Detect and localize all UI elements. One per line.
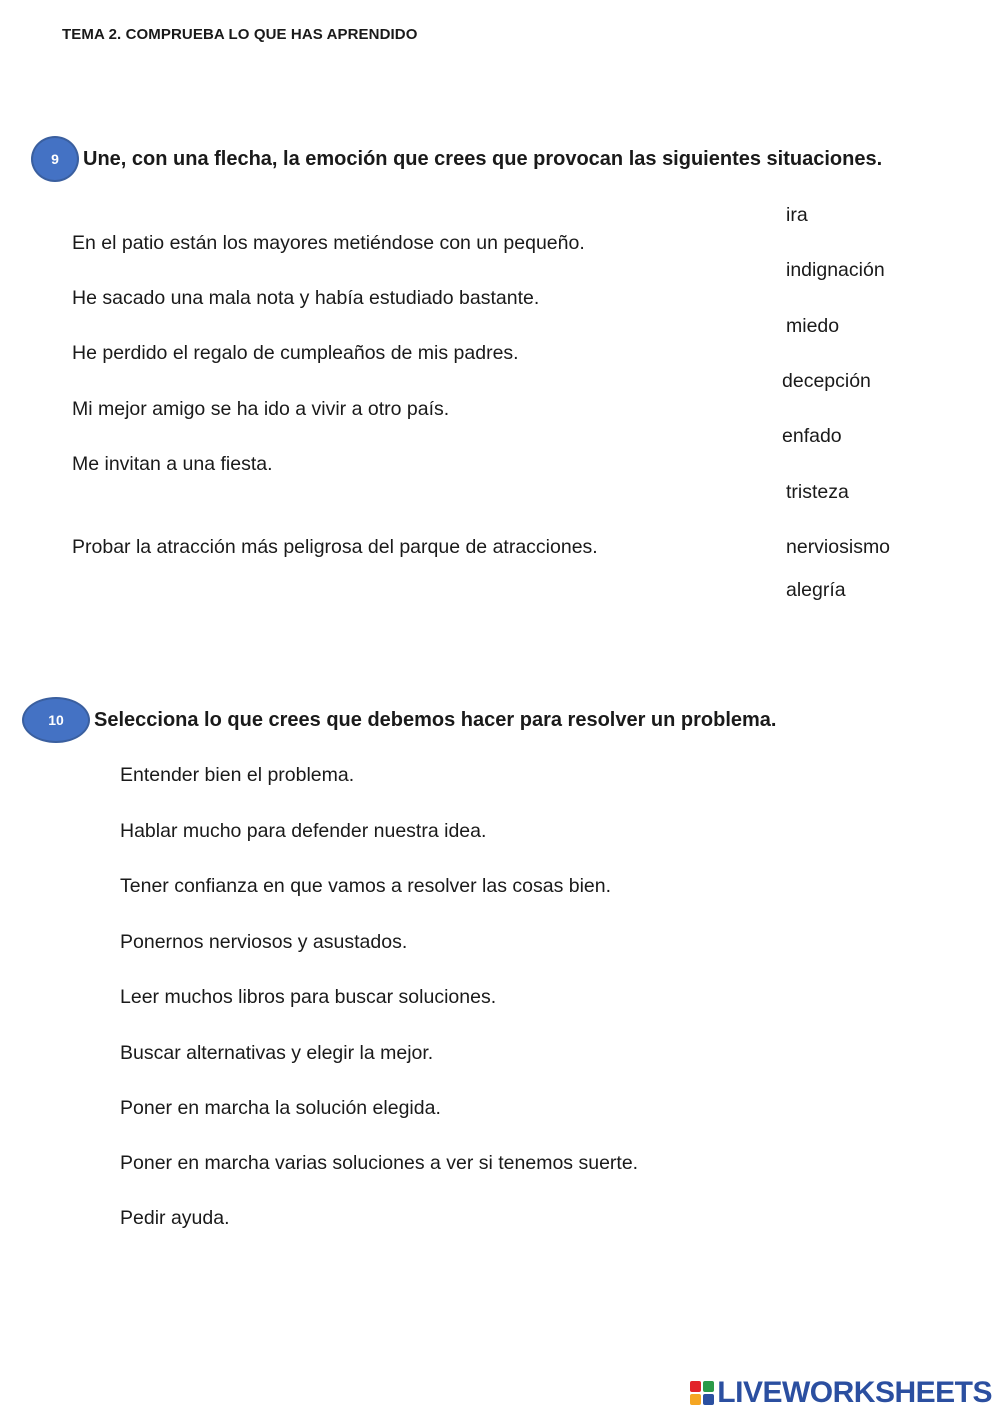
- logo-text: LIVEWORKSHEETS: [717, 1376, 992, 1409]
- emotion-item[interactable]: alegría: [786, 579, 846, 601]
- emotion-item[interactable]: ira: [786, 204, 808, 226]
- question-number-badge: 9: [31, 136, 79, 182]
- emotion-item[interactable]: miedo: [786, 315, 840, 337]
- situation-item[interactable]: Probar la atracción más peligrosa del parque de atracciones.: [72, 536, 598, 558]
- option-item[interactable]: Tener confianza en que vamos a resolver las cosas bien.: [120, 875, 612, 897]
- situation-item[interactable]: En el patio están los mayores metiéndose con un pequeño.: [72, 232, 585, 254]
- option-item[interactable]: Ponernos nerviosos y asustados.: [120, 931, 408, 953]
- liveworksheets-logo-icon: [690, 1381, 714, 1405]
- option-item[interactable]: Entender bien el problema.: [120, 764, 355, 786]
- page-header: TEMA 2. COMPRUEBA LO QUE HAS APRENDIDO: [62, 26, 418, 43]
- question-9-instruction: Une, con una flecha, la emoción que crees que provocan las siguientes situaciones.: [83, 148, 883, 170]
- option-item[interactable]: Leer muchos libros para buscar soluciones.: [120, 986, 497, 1008]
- logo-square: [703, 1381, 714, 1392]
- logo-square: [703, 1394, 714, 1405]
- situation-item[interactable]: He sacado una mala nota y había estudiado bastante.: [72, 287, 540, 309]
- emotion-item[interactable]: decepción: [782, 370, 871, 392]
- option-item[interactable]: Pedir ayuda.: [120, 1207, 230, 1229]
- logo-square: [690, 1394, 701, 1405]
- liveworksheets-logo: [690, 1376, 992, 1410]
- option-item[interactable]: Buscar alternativas y elegir la mejor.: [120, 1042, 434, 1064]
- logo-square: [690, 1381, 701, 1392]
- option-item[interactable]: Poner en marcha la solución elegida.: [120, 1097, 441, 1119]
- situation-item[interactable]: Mi mejor amigo se ha ido a vivir a otro país.: [72, 398, 450, 420]
- emotion-item[interactable]: nerviosismo: [786, 536, 891, 558]
- question-10-instruction: Selecciona lo que crees que debemos hacer para resolver un problema.: [94, 709, 777, 731]
- situation-item[interactable]: Me invitan a una fiesta.: [72, 453, 273, 475]
- question-number-badge: 10: [22, 697, 90, 743]
- emotion-item[interactable]: tristeza: [786, 481, 849, 503]
- situation-item[interactable]: He perdido el regalo de cumpleaños de mis padres.: [72, 342, 519, 364]
- option-item[interactable]: Poner en marcha varias soluciones a ver si tenemos suerte.: [120, 1152, 639, 1174]
- emotion-item[interactable]: indignación: [786, 259, 885, 281]
- emotion-item[interactable]: enfado: [782, 425, 842, 447]
- option-item[interactable]: Hablar mucho para defender nuestra idea.: [120, 820, 487, 842]
